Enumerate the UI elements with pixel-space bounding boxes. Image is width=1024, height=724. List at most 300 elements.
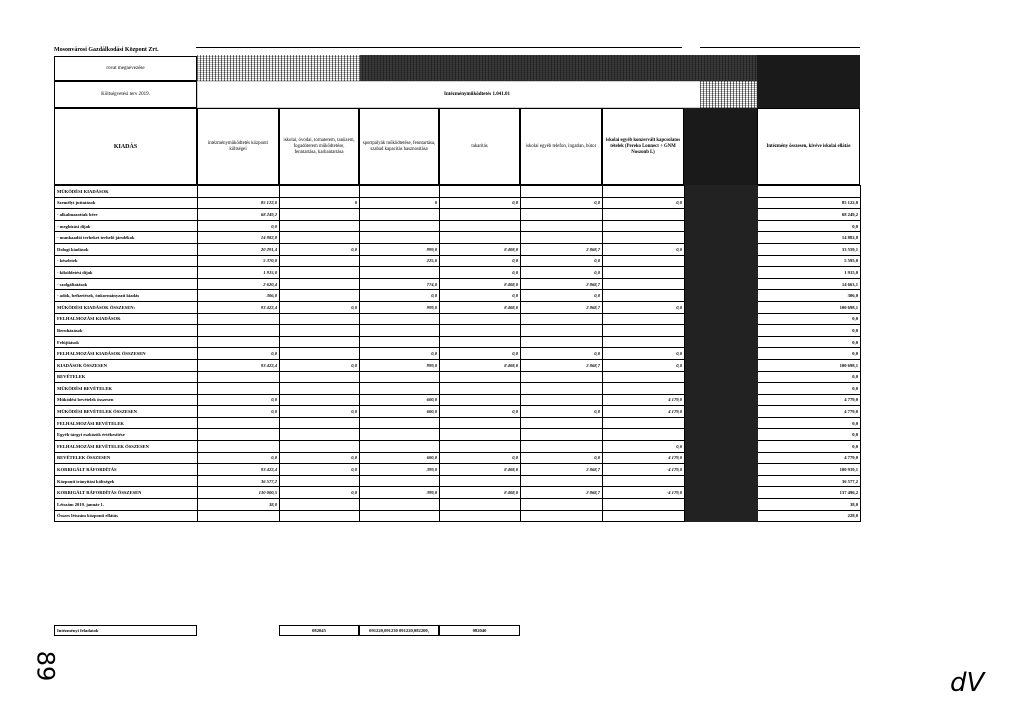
cell-value <box>360 313 440 325</box>
cell-value: 0,0 <box>603 348 685 360</box>
row-label: FELHALMOZÁSI KIADÁSOK <box>55 313 198 325</box>
cell-value <box>280 220 360 232</box>
total-value: 4 779,0 <box>758 394 861 406</box>
cell-value: 8 408,0 <box>440 359 521 371</box>
row-label: - kiküldetési díjak <box>55 267 198 279</box>
header-col-3-label: sportpályák működtetése, fenntartása, szabad kapacitás hasznosítása <box>362 140 436 152</box>
total-value: 38,0 <box>758 499 861 511</box>
cell-value: 399,0 <box>360 464 440 476</box>
cell-value <box>440 383 521 395</box>
cell-value: 14 882,8 <box>198 232 280 244</box>
shaded-cell <box>685 209 758 221</box>
header-col-4-label: takarítás <box>471 143 488 149</box>
cell-value <box>603 220 685 232</box>
shaded-column-header <box>684 108 757 185</box>
cell-value: 0,0 <box>198 452 280 464</box>
total-value: 68 249,2 <box>758 209 861 221</box>
cell-value <box>603 475 685 487</box>
row-label: KORRIGÁLT RÁFORDÍTÁS <box>55 464 198 476</box>
cell-value: 0,0 <box>440 348 521 360</box>
cell-value: 0,0 <box>198 406 280 418</box>
shaded-cell <box>685 487 758 499</box>
subtitle-cell <box>54 56 197 81</box>
cell-value: 0,0 <box>603 243 685 255</box>
cell-value <box>521 371 603 383</box>
cell-value: 4 179,0 <box>603 452 685 464</box>
cell-value: 0,0 <box>440 197 521 209</box>
table-row <box>55 417 861 429</box>
cell-value <box>360 417 440 429</box>
cell-value <box>360 186 440 198</box>
cell-value: 20 291,4 <box>198 243 280 255</box>
header-col-5 <box>520 108 602 185</box>
cell-value <box>198 336 280 348</box>
row-label: KORRIGÁLT RÁFORDÍTÁS ÖSSZESEN <box>55 487 198 499</box>
cell-value <box>521 209 603 221</box>
cell-value: 774,0 <box>360 278 440 290</box>
row-label: Dologi kiadások <box>55 243 198 255</box>
cell-value <box>280 313 360 325</box>
footer-code-3-text: 082040 <box>472 628 487 633</box>
cell-value: 0,0 <box>440 255 521 267</box>
shaded-cell <box>685 232 758 244</box>
cell-value <box>603 336 685 348</box>
cell-value: 0,0 <box>521 255 603 267</box>
cell-value <box>603 278 685 290</box>
total-value: 0,0 <box>758 429 861 441</box>
shaded-cell <box>685 243 758 255</box>
total-value: 33 559,1 <box>758 243 861 255</box>
cell-value: 999,0 <box>360 359 440 371</box>
header-col-2-label: iskolai, óvodai, tornaterem, tanüzem, fogadóterem működtetése, fenntartása, karbantartása <box>283 137 355 155</box>
cell-value <box>198 510 280 522</box>
total-value: 4 779,0 <box>758 452 861 464</box>
header-col-5-label: iskolai egyéb telefon, ingatlan, bútor <box>525 143 597 149</box>
header-kiadas <box>54 108 197 185</box>
footer-code-1 <box>279 625 359 636</box>
cell-value <box>603 417 685 429</box>
cell-value <box>603 209 685 221</box>
cell-value <box>280 417 360 429</box>
footer-code-1-text: 082045 <box>312 628 326 633</box>
cell-value <box>603 267 685 279</box>
cell-value <box>280 278 360 290</box>
cell-value: 93 422,4 <box>198 464 280 476</box>
cell-value <box>360 499 440 511</box>
footer-code-2-text: 091220,091230 091220,082200, <box>369 628 429 633</box>
unit-cell <box>197 81 757 108</box>
cell-value <box>360 325 440 337</box>
table-row <box>55 209 861 221</box>
shaded-cell <box>685 417 758 429</box>
cell-value: 38,0 <box>198 499 280 511</box>
cell-value <box>440 336 521 348</box>
row-label: MŰKÖDÉSI BEVÉTELEK <box>55 383 198 395</box>
total-value: 1 915,0 <box>758 267 861 279</box>
header-col-7-label: Intézmény összesen, kivéve iskolai ellátás <box>766 143 851 149</box>
cell-value <box>280 429 360 441</box>
budget-table <box>54 185 861 522</box>
cell-value: 2 868,7 <box>521 278 603 290</box>
cell-value <box>360 475 440 487</box>
table-row <box>55 464 861 476</box>
cell-value <box>521 475 603 487</box>
cell-value <box>521 441 603 453</box>
cell-value: 0,0 <box>198 348 280 360</box>
footer-label-text: Intézményi feladatok <box>57 628 99 633</box>
cell-value: 0,0 <box>280 359 360 371</box>
table-row <box>55 336 861 348</box>
table-row <box>55 278 861 290</box>
cell-value <box>440 394 521 406</box>
cell-value <box>603 429 685 441</box>
cell-value <box>280 232 360 244</box>
scan-dark-corner <box>757 55 860 108</box>
row-label: Központi irányítási költségek <box>55 475 198 487</box>
cell-value <box>521 510 603 522</box>
shaded-cell <box>685 278 758 290</box>
shaded-cell <box>685 371 758 383</box>
header-col-1-label: intézményműködtetés központi költségei <box>207 140 269 152</box>
header-col-6-label: iskolai egyéb konzervált kapcsolatos tételek (Pereko Lonnect + GNM Noszonb I.) <box>605 137 681 155</box>
table-row <box>55 487 861 499</box>
cell-value: 0,0 <box>521 197 603 209</box>
cell-value <box>521 417 603 429</box>
row-label: - szolgáltatások <box>55 278 198 290</box>
cell-value <box>360 232 440 244</box>
cell-value <box>360 220 440 232</box>
total-value: 228,0 <box>758 510 861 522</box>
cell-value <box>280 394 360 406</box>
shaded-cell <box>685 441 758 453</box>
cell-value: 0,0 <box>440 290 521 302</box>
row-label: KIADÁSOK ÖSSZESEN <box>55 359 198 371</box>
cell-value <box>360 383 440 395</box>
cell-value <box>280 371 360 383</box>
cell-value <box>521 336 603 348</box>
cell-value <box>360 441 440 453</box>
cell-value: 0,0 <box>603 359 685 371</box>
row-label: FELHALMOZÁSI KIADÁSOK ÖSSZESEN <box>55 348 198 360</box>
shaded-cell <box>685 325 758 337</box>
table-row <box>55 452 861 464</box>
cell-value: 0,0 <box>521 290 603 302</box>
table-row <box>55 441 861 453</box>
cell-value: 600,0 <box>360 394 440 406</box>
cell-value: -4 179,0 <box>603 464 685 476</box>
total-value: 14 663,1 <box>758 278 861 290</box>
cell-value <box>440 499 521 511</box>
cell-value <box>521 383 603 395</box>
row-label: Felújítások <box>55 336 198 348</box>
shaded-cell <box>685 301 758 313</box>
table-row <box>55 301 861 313</box>
cell-value <box>603 383 685 395</box>
cell-value: 2 868,7 <box>521 243 603 255</box>
total-value: 85 122,0 <box>758 197 861 209</box>
cell-value: 0,0 <box>280 301 360 313</box>
cell-value: 8 408,0 <box>440 487 521 499</box>
row-label: Személyi juttatások <box>55 197 198 209</box>
cell-value: 93 422,4 <box>198 359 280 371</box>
total-value: 0,0 <box>758 441 861 453</box>
cell-value <box>360 209 440 221</box>
table-row <box>55 290 861 302</box>
shaded-cell <box>685 290 758 302</box>
cell-value <box>360 371 440 383</box>
cell-value: 999,0 <box>360 243 440 255</box>
shaded-cell <box>685 406 758 418</box>
table-row <box>55 325 861 337</box>
shaded-cell <box>685 394 758 406</box>
total-value: 0,0 <box>758 417 861 429</box>
header-rule <box>196 47 682 48</box>
cell-value: 0,0 <box>521 452 603 464</box>
shaded-cell <box>685 313 758 325</box>
total-value: 14 882,8 <box>758 232 861 244</box>
cell-value <box>440 371 521 383</box>
shaded-cell <box>685 429 758 441</box>
total-value: 0,0 <box>758 325 861 337</box>
subtitle-text: rovat megnevezése <box>106 66 145 71</box>
cell-value: 36 577,2 <box>198 475 280 487</box>
cell-value <box>603 232 685 244</box>
cell-value: 130 000,5 <box>198 487 280 499</box>
table-row <box>55 394 861 406</box>
cell-value: 0,0 <box>603 301 685 313</box>
cell-value: 8 408,0 <box>440 278 521 290</box>
header-col-6 <box>602 108 684 185</box>
cell-value: 0 <box>360 197 440 209</box>
cell-value <box>603 290 685 302</box>
cell-value <box>440 417 521 429</box>
row-label: - megbízási díjak <box>55 220 198 232</box>
cell-value <box>280 441 360 453</box>
shaded-cell <box>685 475 758 487</box>
cell-value <box>360 429 440 441</box>
cell-value: 399,0 <box>360 487 440 499</box>
cell-value: 8 408,0 <box>440 464 521 476</box>
budget-text: Költségvetési terv 2019. <box>101 92 150 97</box>
cell-value: 600,0 <box>360 452 440 464</box>
row-label: Működési bevételek összesen <box>55 394 198 406</box>
footer-code-2 <box>359 625 439 636</box>
total-value: 0,0 <box>758 220 861 232</box>
cell-value: 0,0 <box>521 406 603 418</box>
cell-value <box>440 475 521 487</box>
unit-text: Intézményműködtetés 1.041.01 <box>444 92 510 97</box>
cell-value: -4 179,0 <box>603 487 685 499</box>
cell-value: 0,0 <box>198 394 280 406</box>
table-row <box>55 510 861 522</box>
table-row <box>55 267 861 279</box>
shaded-cell <box>685 348 758 360</box>
total-value: 100 919,1 <box>758 464 861 476</box>
organization-name: Mosonvárosi Gazdálkodási Központ Zrt. <box>54 47 159 53</box>
cell-value <box>521 429 603 441</box>
cell-value <box>440 441 521 453</box>
cell-value <box>440 429 521 441</box>
cell-value: 0,0 <box>360 348 440 360</box>
total-value: 100 698,1 <box>758 301 861 313</box>
table-row <box>55 186 861 198</box>
cell-value: 2 868,7 <box>521 464 603 476</box>
cell-value <box>280 336 360 348</box>
total-value: 5 595,0 <box>758 255 861 267</box>
cell-value: 2 868,7 <box>521 359 603 371</box>
cell-value <box>198 441 280 453</box>
cell-value <box>440 220 521 232</box>
cell-value: 0,0 <box>280 487 360 499</box>
shaded-cell <box>685 359 758 371</box>
cell-value: 0,0 <box>280 452 360 464</box>
cell-value <box>280 499 360 511</box>
total-value: 36 577,2 <box>758 475 861 487</box>
cell-value: 68 249,2 <box>198 209 280 221</box>
cell-value <box>198 383 280 395</box>
row-label: - készletek <box>55 255 198 267</box>
cell-value <box>440 325 521 337</box>
cell-value <box>198 429 280 441</box>
header-col-1 <box>197 108 279 185</box>
cell-value: 5 370,0 <box>198 255 280 267</box>
cell-value: 306,0 <box>198 290 280 302</box>
cell-value: 999,0 <box>360 301 440 313</box>
header-kiadas-label: KIADÁS <box>113 143 138 150</box>
row-label: FELHALMOZÁSI BEVÉTELEK ÖSSZESEN <box>55 441 198 453</box>
cell-value: 4 179,0 <box>603 394 685 406</box>
total-value: 0,0 <box>758 371 861 383</box>
cell-value <box>440 186 521 198</box>
cell-value <box>521 394 603 406</box>
cell-value <box>521 313 603 325</box>
cell-value <box>280 290 360 302</box>
table-row <box>55 243 861 255</box>
budget-cell <box>54 81 197 108</box>
cell-value <box>603 255 685 267</box>
cell-value <box>603 510 685 522</box>
row-label: FELHALMOZÁSI BEVÉTELEK <box>55 417 198 429</box>
cell-value <box>521 220 603 232</box>
table-row <box>55 359 861 371</box>
shaded-cell <box>685 464 758 476</box>
shaded-cell <box>685 220 758 232</box>
scan-noise-right <box>700 81 757 108</box>
cell-value <box>280 267 360 279</box>
cell-value: 0,0 <box>198 220 280 232</box>
table-row <box>55 348 861 360</box>
cell-value: 0,0 <box>521 267 603 279</box>
total-value <box>758 186 861 198</box>
row-label: - alkalmazottak bére <box>55 209 198 221</box>
row-label: Összes létszám központi ellátás <box>55 510 198 522</box>
cell-value <box>280 186 360 198</box>
cell-value: 0,0 <box>603 197 685 209</box>
shaded-cell <box>685 197 758 209</box>
cell-value <box>280 475 360 487</box>
table-row <box>55 475 861 487</box>
table-row <box>55 371 861 383</box>
row-label: Létszám 2019. január 1. <box>55 499 198 511</box>
cell-value <box>521 186 603 198</box>
shaded-cell <box>685 510 758 522</box>
cell-value <box>440 313 521 325</box>
cell-value <box>440 209 521 221</box>
cell-value: 0,0 <box>440 452 521 464</box>
table-row <box>55 406 861 418</box>
table-row <box>55 499 861 511</box>
cell-value <box>280 209 360 221</box>
row-label: MŰKÖDÉSI KIADÁSOK ÖSSZESEN: <box>55 301 198 313</box>
cell-value <box>198 371 280 383</box>
cell-value <box>280 510 360 522</box>
shaded-cell <box>685 499 758 511</box>
cell-value <box>360 336 440 348</box>
cell-value: 0,0 <box>440 406 521 418</box>
cell-value: 4 179,0 <box>603 406 685 418</box>
cell-value: 0,0 <box>440 267 521 279</box>
cell-value <box>198 417 280 429</box>
cell-value <box>280 255 360 267</box>
row-label: MŰKÖDÉSI BEVÉTELEK ÖSSZESEN <box>55 406 198 418</box>
table-row <box>55 232 861 244</box>
total-value: 0,0 <box>758 348 861 360</box>
row-label: BEVÉTELEK <box>55 371 198 383</box>
handwritten-initials: dV <box>950 668 985 698</box>
budget-table-body <box>55 186 861 522</box>
cell-value <box>603 371 685 383</box>
cell-value: 0,0 <box>280 464 360 476</box>
cell-value <box>280 383 360 395</box>
shaded-cell <box>685 267 758 279</box>
cell-value <box>521 325 603 337</box>
cell-value <box>198 313 280 325</box>
cell-value: 0 <box>280 197 360 209</box>
cell-value: 2 868,7 <box>521 487 603 499</box>
row-label: - adók, befizetések, önkormányzati kiadás <box>55 290 198 302</box>
footer-code-3 <box>439 625 520 636</box>
cell-value: 8 408,0 <box>440 243 521 255</box>
cell-value: 0,0 <box>360 290 440 302</box>
handwritten-page-number: 89 <box>31 650 60 682</box>
cell-value: 0,0 <box>521 348 603 360</box>
total-value: 0,0 <box>758 383 861 395</box>
cell-value <box>198 186 280 198</box>
total-value: 100 698,1 <box>758 359 861 371</box>
total-value: 0,0 <box>758 313 861 325</box>
cell-value <box>280 348 360 360</box>
row-label: BEVÉTELEK ÖSSZESEN <box>55 452 198 464</box>
header-col-7 <box>757 108 860 185</box>
cell-value: 0,0 <box>603 441 685 453</box>
cell-value: 0,0 <box>280 243 360 255</box>
cell-value <box>360 510 440 522</box>
shaded-cell <box>685 383 758 395</box>
cell-value: 1 915,0 <box>198 267 280 279</box>
cell-value: 2 868,7 <box>521 301 603 313</box>
cell-value <box>198 325 280 337</box>
total-value: 306,0 <box>758 290 861 302</box>
shaded-cell <box>685 255 758 267</box>
cell-value <box>603 186 685 198</box>
cell-value <box>521 499 603 511</box>
table-row <box>55 255 861 267</box>
header-rule-right <box>700 47 860 48</box>
header-col-4 <box>439 108 520 185</box>
cell-value: 85 122,0 <box>198 197 280 209</box>
row-label: - munkaadói terheket terhelő járulékok <box>55 232 198 244</box>
cell-value: 8 408,0 <box>440 301 521 313</box>
